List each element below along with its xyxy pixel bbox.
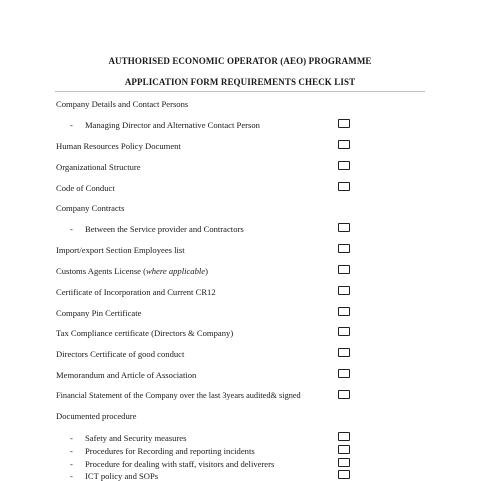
bullet-dash: -	[70, 224, 73, 234]
bullet-dash: -	[70, 120, 73, 130]
bullet-dash: -	[70, 433, 73, 443]
item-code-of-conduct: Code of Conduct	[56, 183, 115, 193]
item-procedure-dealing	[70, 459, 274, 469]
item-label: ICT policy and SOPs	[85, 471, 159, 481]
checklist-title: APPLICATION FORM REQUIREMENTS CHECK LIST	[124, 77, 356, 87]
checkbox-tax-compliance[interactable]	[338, 327, 350, 336]
checkbox-managing-director[interactable]	[338, 119, 350, 128]
item-company-contracts: Company Contracts	[56, 203, 125, 213]
checkbox-code-of-conduct[interactable]	[338, 182, 350, 191]
item-label: Procedure for dealing with staff, visitors and deliverers	[85, 459, 275, 469]
checkbox-safety-security[interactable]	[338, 432, 350, 441]
item-label: Safety and Security measures	[85, 433, 187, 443]
checkbox-import-export[interactable]	[338, 244, 350, 253]
checkbox-customs-license[interactable]	[338, 265, 350, 274]
item-label: Managing Director and Alternative Contact Person	[85, 120, 260, 130]
item-directors-cert: Directors Certificate of good conduct	[56, 349, 185, 359]
item-label: Procedures for Recording and reporting incidents	[85, 446, 255, 456]
bullet-dash: -	[70, 471, 73, 481]
item-label-end: )	[205, 266, 208, 276]
item-label: Between the Service provider and Contractors	[85, 224, 244, 234]
checkbox-hr-policy[interactable]	[338, 140, 350, 149]
item-service-provider	[70, 224, 244, 234]
item-managing-director	[70, 120, 260, 130]
item-tax-compliance: Tax Compliance certificate (Directors & Company)	[56, 328, 234, 338]
item-company-pin: Company Pin Certificate	[56, 308, 142, 318]
checkbox-memorandum[interactable]	[338, 369, 350, 378]
item-certificate-incorp: Certificate of Incorporation and Current CR12	[56, 287, 216, 297]
item-financial-statement: Financial Statement of the Company over the last 3years audited& signed	[56, 391, 301, 400]
item-org-structure: Organizational Structure	[56, 162, 141, 172]
item-note: where applicable	[146, 266, 206, 276]
checkbox-org-structure[interactable]	[338, 161, 350, 170]
item-memorandum: Memorandum and Article of Association	[56, 370, 197, 380]
checkbox-company-pin[interactable]	[338, 307, 350, 316]
checkbox-certificate-incorp[interactable]	[338, 286, 350, 295]
header-divider	[55, 91, 425, 92]
item-hr-policy: Human Resources Policy Document	[56, 141, 181, 151]
checkbox-financial-statement[interactable]	[338, 390, 350, 399]
bullet-dash: -	[70, 446, 73, 456]
checkbox-procedure-dealing[interactable]	[338, 458, 350, 467]
item-company-details: Company Details and Contact Persons	[56, 99, 189, 109]
item-procedures-reporting	[70, 446, 255, 456]
item-safety-security	[70, 433, 186, 443]
programme-title: AUTHORISED ECONOMIC OPERATOR (AEO) PROGRAMME	[108, 56, 372, 66]
checkbox-directors-cert[interactable]	[338, 348, 350, 357]
item-documented-procedure: Documented procedure	[56, 411, 137, 421]
checkbox-ict-policy[interactable]	[338, 470, 350, 479]
item-customs-license	[56, 266, 208, 276]
bullet-dash: -	[70, 459, 73, 469]
item-label: Customs Agents License (	[56, 266, 146, 276]
checkbox-procedures-reporting[interactable]	[338, 445, 350, 454]
checkbox-service-provider[interactable]	[338, 223, 350, 232]
item-import-export: Import/export Section Employees list	[56, 245, 185, 255]
